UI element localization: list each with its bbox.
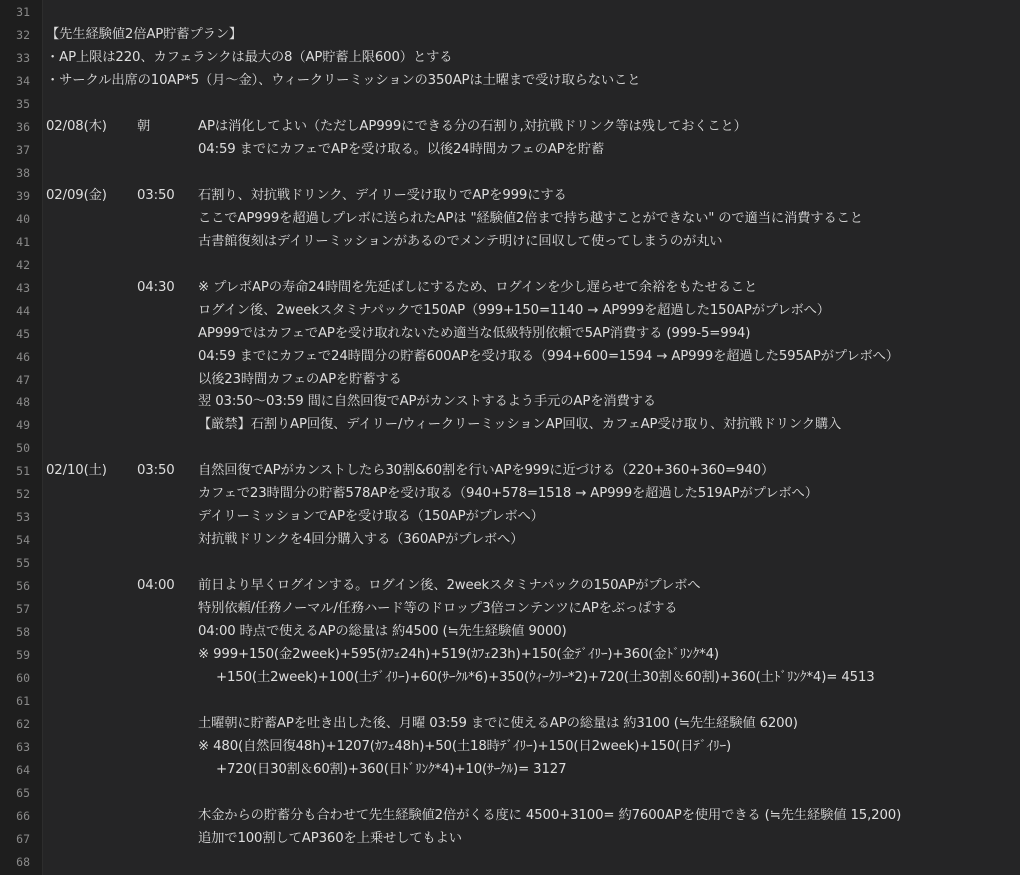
line-text: 石割り、対抗戦ドリンク、デイリー受け取りでAPを999にする xyxy=(198,187,567,203)
line-text: 古書館復刻はデイリーミッションがあるのでメンテ明けに回収して使ってしまうのが丸い xyxy=(198,233,723,249)
line-number: 51 xyxy=(16,464,30,479)
line-text: 翌 03:50～03:59 間に自然回復でAPがカンストするよう手元のAPを消費する xyxy=(198,394,656,410)
editor-line[interactable] xyxy=(0,300,1020,323)
line-number: 35 xyxy=(16,96,30,111)
line-number: 33 xyxy=(16,50,30,65)
editor-line[interactable] xyxy=(0,24,1020,47)
line-text: 自然回復でAPがカンストしたら30割&60割を行いAPを999に近づける（220+360+360=940） xyxy=(198,463,775,479)
line-text: ※ 999+150(金2week)+595(ｶﾌｪ24h)+519(ｶﾌｪ23h)+150(金ﾃﾞｲﾘｰ)+360(金ﾄﾞﾘﾝｸ*4) xyxy=(198,647,719,663)
line-text: 木金からの貯蓄分も合わせて先生経験値2倍がくる度に 4500+3100= 約7600APを使用できる (≒先生経験値 15,200) xyxy=(198,807,902,823)
editor-line[interactable] xyxy=(0,391,1020,414)
line-number: 43 xyxy=(16,280,30,295)
line-number: 40 xyxy=(16,211,30,226)
editor-line[interactable] xyxy=(0,139,1020,162)
editor-line[interactable] xyxy=(0,529,1020,552)
line-text: 04:00 時点で使えるAPの総量は 約4500 (≒先生経験値 9000) xyxy=(198,624,567,640)
editor-line[interactable] xyxy=(0,323,1020,346)
line-number: 57 xyxy=(16,602,30,617)
line-text: APは消化してよい（ただしAP999にできる分の石割り,対抗戦ドリンク等は残しておくこと） xyxy=(198,118,747,134)
line-number: 46 xyxy=(16,349,30,364)
line-text: 【厳禁】石割りAP回復、デイリー/ウィークリーミッションAP回収、カフェAP受け取り、対抗戦ドリンク購入 xyxy=(198,417,842,433)
line-text: 04:59 までにカフェで24時間分の貯蓄600APを受け取る（994+600=1594 → AP999を超過した595APがプレボへ） xyxy=(198,348,899,364)
line-number: 67 xyxy=(16,831,30,846)
line-text: 前日より早くログインする。ログイン後、2weekスタミナパックの150APがプレボへ xyxy=(198,578,701,594)
editor-line[interactable] xyxy=(0,782,1020,805)
editor-line[interactable] xyxy=(0,805,1020,828)
editor-line[interactable] xyxy=(0,93,1020,116)
line-number: 47 xyxy=(16,372,30,387)
line-text: デイリーミッションでAPを受け取る（150APがプレボへ） xyxy=(198,509,544,525)
line-text: ログイン後、2weekスタミナパックで150AP（999+150=1140 → AP999を超過した150APがプレボへ） xyxy=(198,302,830,318)
schedule-time: 04:30 xyxy=(137,279,175,295)
editor-line[interactable] xyxy=(0,185,1020,208)
editor-line[interactable] xyxy=(0,713,1020,736)
line-number: 49 xyxy=(16,418,30,433)
line-number: 39 xyxy=(16,188,30,203)
editor-line[interactable] xyxy=(0,690,1020,713)
schedule-date: 02/10(土) xyxy=(46,463,107,479)
line-number: 52 xyxy=(16,487,30,502)
line-text: ※ プレボAPの寿命24時間を先延ばしにするため、ログインを少し遅らせて余裕をもたせること xyxy=(198,279,758,295)
editor-line[interactable] xyxy=(0,460,1020,483)
schedule-time: 03:50 xyxy=(137,187,175,203)
line-text: AP999ではカフェでAPを受け取れないため適当な低級特別依頼で5AP消費する (999-5=994) xyxy=(198,325,751,341)
line-number: 58 xyxy=(16,625,30,640)
line-text: ※ 480(自然回復48h)+1207(ｶﾌｪ48h)+50(土18時ﾃﾞｲﾘｰ)+150(日2week)+150(日ﾃﾞｲﾘｰ) xyxy=(198,739,732,754)
line-text: ・サークル出席の10AP*5（月～金）、ウィークリーミッションの350APは土曜まで受け取らないこと xyxy=(46,72,641,88)
schedule-date: 02/09(金) xyxy=(46,187,107,203)
line-text: 特別依頼/任務ノーマル/任務ハード等のドロップ3倍コンテンツにAPをぶっぱする xyxy=(198,601,678,617)
line-text: 以後23時間カフェのAPを貯蓄する xyxy=(198,371,402,387)
line-number: 60 xyxy=(16,671,30,686)
editor-line[interactable] xyxy=(0,552,1020,575)
line-number: 61 xyxy=(16,694,30,709)
line-text: 追加で100割してAP360を上乗せしてもよい xyxy=(198,830,462,846)
line-text: ここでAP999を超過しプレボに送られたAPは "経験値2倍まで持ち越すことができない" ので適当に消費すること xyxy=(198,210,863,226)
editor-line[interactable] xyxy=(0,70,1020,93)
editor-line[interactable] xyxy=(0,575,1020,598)
editor-line[interactable] xyxy=(0,162,1020,185)
line-number: 53 xyxy=(16,510,30,525)
line-text: ・AP上限は220、カフェランクは最大の8（AP貯蓄上限600）とする xyxy=(46,49,453,65)
editor-line[interactable] xyxy=(0,644,1020,667)
line-number: 50 xyxy=(16,441,30,456)
line-text-continuation: +150(土2week)+100(土ﾃﾞｲﾘｰ)+60(ｻｰｸﾙ*6)+350(ｳｨｰｸﾘｰ*2)+720(土30割＆60割)+360(土ﾄﾞﾘﾝｸ*4)= 4513 xyxy=(216,670,875,686)
line-number: 34 xyxy=(16,73,30,88)
schedule-time: 04:00 xyxy=(137,578,175,594)
line-number: 41 xyxy=(16,234,30,249)
line-number: 38 xyxy=(16,165,30,180)
line-number: 42 xyxy=(16,257,30,272)
line-number: 64 xyxy=(16,762,30,777)
line-number: 31 xyxy=(16,5,30,19)
line-number: 44 xyxy=(16,303,30,318)
line-number: 65 xyxy=(16,785,30,800)
editor-line[interactable] xyxy=(0,851,1020,874)
editor-line[interactable] xyxy=(0,231,1020,254)
editor-line[interactable] xyxy=(0,667,1020,690)
line-text-continuation: +720(日30割＆60割)+360(日ﾄﾞﾘﾝｸ*4)+10(ｻｰｸﾙ)= 3127 xyxy=(216,761,567,777)
line-number: 68 xyxy=(16,854,30,869)
line-number: 59 xyxy=(16,648,30,663)
editor-line[interactable] xyxy=(0,736,1020,759)
line-text: 土曜朝に貯蓄APを吐き出した後、月曜 03:59 までに使えるAPの総量は 約3100 (≒先生経験値 6200) xyxy=(198,716,798,732)
line-text: 【先生経験値2倍AP貯蓄プラン】 xyxy=(46,26,243,42)
line-number: 32 xyxy=(16,27,30,42)
editor-line[interactable] xyxy=(0,208,1020,231)
editor-line[interactable] xyxy=(0,414,1020,437)
line-number: 56 xyxy=(16,579,30,594)
schedule-date: 02/08(木) xyxy=(46,118,107,134)
schedule-time: 朝 xyxy=(137,118,151,134)
editor-line[interactable] xyxy=(0,828,1020,851)
editor-line[interactable] xyxy=(0,346,1020,369)
editor-line[interactable] xyxy=(0,483,1020,506)
editor-line[interactable] xyxy=(0,1,1020,24)
schedule-time: 03:50 xyxy=(137,463,175,479)
line-text: 対抗戦ドリンクを4回分購入する（360APがプレボへ） xyxy=(198,532,524,548)
editor-line[interactable] xyxy=(0,277,1020,300)
editor-line[interactable] xyxy=(0,598,1020,621)
editor-line[interactable] xyxy=(0,116,1020,139)
line-number: 36 xyxy=(16,119,30,134)
editor-lines[interactable] xyxy=(0,1,1020,874)
editor-line[interactable] xyxy=(0,621,1020,644)
line-number: 55 xyxy=(16,556,30,571)
editor-line[interactable] xyxy=(0,437,1020,460)
editor-line[interactable] xyxy=(0,254,1020,277)
line-number: 45 xyxy=(16,326,30,341)
editor-line[interactable] xyxy=(0,506,1020,529)
line-text: 04:59 までにカフェでAPを受け取る。以後24時間カフェのAPを貯蓄 xyxy=(198,141,605,157)
line-number: 54 xyxy=(16,533,30,548)
editor-line[interactable] xyxy=(0,759,1020,782)
line-number: 66 xyxy=(16,808,30,823)
line-number: 48 xyxy=(16,395,30,410)
line-text: カフェで23時間分の貯蓄578APを受け取る（940+578=1518 → AP999を超過した519APがプレボへ） xyxy=(198,486,818,502)
line-number: 63 xyxy=(16,740,30,754)
editor-line[interactable] xyxy=(0,369,1020,392)
line-number: 37 xyxy=(16,142,30,157)
line-number: 62 xyxy=(16,717,30,732)
editor-line[interactable] xyxy=(0,47,1020,70)
